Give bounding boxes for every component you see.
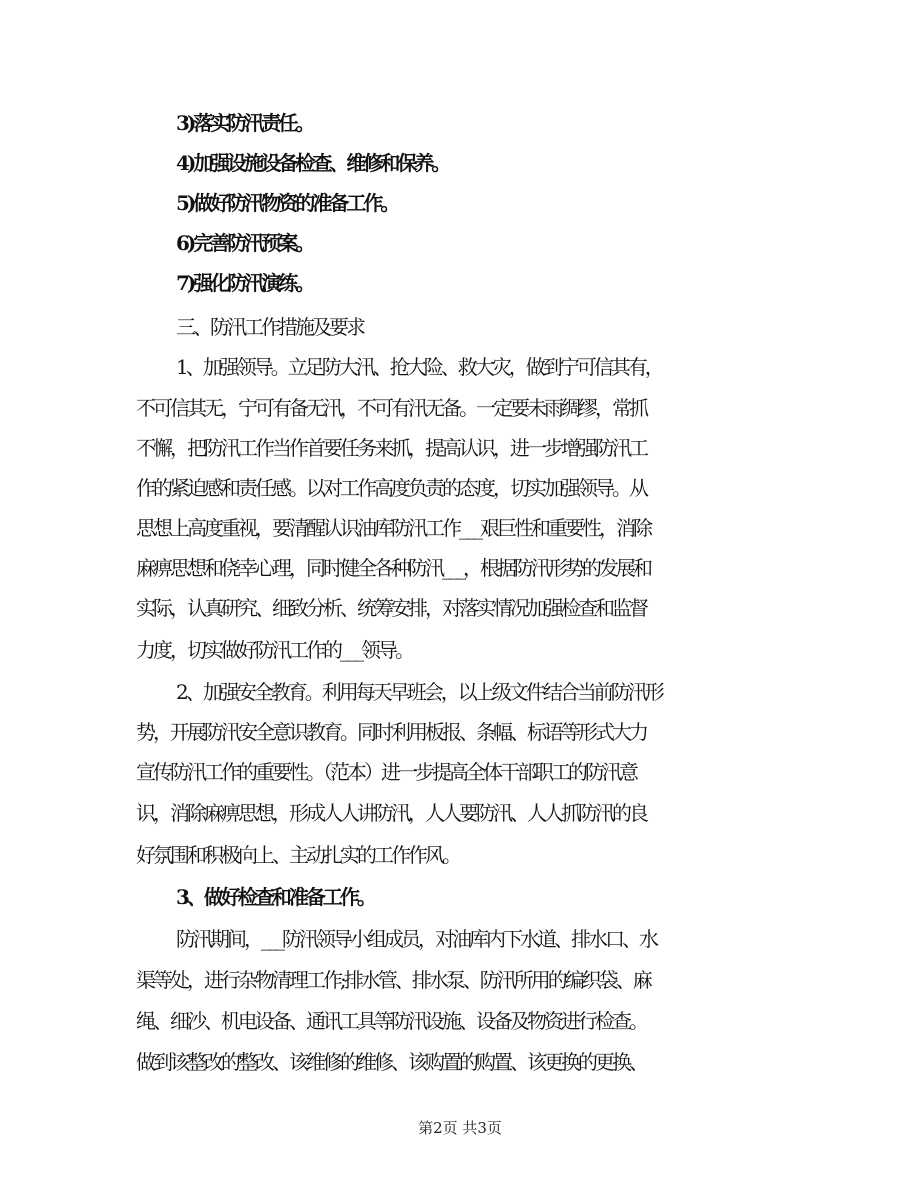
item-5: 5)做好防汛物资的准备工作。 (176, 191, 398, 215)
paragraph-line: 2、加强安全教育。利用每天早班会，以上级文件结合当前防汛形 (176, 680, 662, 704)
page-footer: 第2页 共3页 (418, 1119, 502, 1137)
section-heading: 三、防汛工作措施及要求 (176, 315, 363, 339)
paragraph-line: 不懈，把防汛工作当作首要任务来抓，提高认识，进一步增强防汛工 (136, 436, 646, 460)
paragraph-line: 势，开展防汛安全意识教育。同时利用板报、条幅、标语等形式大力 (136, 720, 646, 744)
paragraph-line: 宣传防汛工作的重要性。（范本）进一步提高全体干部职工的防汛意 (136, 760, 636, 784)
paragraph-line: 做到该整改的整改、该维修的维修、该购置的购置、该更换的更换、 (136, 1050, 646, 1074)
paragraph-line: 识，消除麻痹思想，形成人人讲防汛，人人要防汛、人人抓防汛的良 (136, 801, 646, 825)
paragraph-line: 1、加强领导。立足防大汛、抢大险、救大灾，做到宁可信其有， (176, 355, 662, 379)
paragraph-line: 防汛期间，___防汛领导小组成员，对油库内下水道、排水口、水 (176, 927, 656, 951)
paragraph-line: 思想上高度重视，要清醒认识油库防汛工作___艰巨性和重要性，消除 (136, 516, 650, 540)
subheading-3: 3、做好检查和准备工作。 (176, 885, 374, 909)
paragraph-line: 力度，切实做好防汛工作的___领导。 (136, 638, 412, 662)
paragraph-line: 实际，认真研究、细致分析、统筹安排，对落实情况加强检查和监督 (136, 596, 646, 620)
paragraph-line: 不可信其无，宁可有备无汛，不可有汛无备。一定要未雨绸缪，常抓 (136, 396, 646, 420)
paragraph-line: 好氛围和积极向上、主动扎实的工作作风。 (136, 843, 459, 867)
item-7: 7)强化防汛演练。 (176, 271, 313, 295)
item-3: 3)落实防汛责任。 (176, 111, 313, 135)
paragraph-line: 麻痹思想和侥幸心理，同时健全各种防汛___，根据防汛形势的发展和 (136, 556, 650, 580)
paragraph-line: 作的紧迫感和责任感。以对工作高度负责的态度，切实加强领导。从 (136, 476, 646, 500)
item-6: 6)完善防汛预案。 (176, 231, 313, 255)
paragraph-line: 绳、细沙、机电设备、通讯工具等防汛设施、设备及物资进行检查。 (136, 1009, 646, 1033)
item-4: 4)加强设施设备检查、维修和保养。 (176, 151, 449, 175)
paragraph-line: 渠等处，进行杂物清理工作;排水管、排水泵、防汛所用的编织袋、麻 (136, 968, 650, 992)
